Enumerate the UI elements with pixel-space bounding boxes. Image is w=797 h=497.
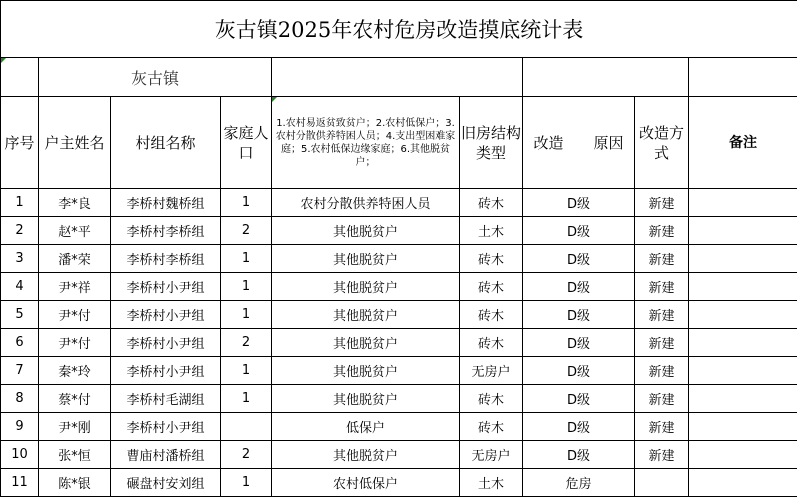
cell-village[interactable]: 李桥村毛湖组	[111, 385, 221, 413]
cell-structure[interactable]: 砖木	[460, 301, 523, 329]
cell-note[interactable]	[689, 329, 797, 357]
cell-structure[interactable]: 土木	[460, 469, 523, 497]
cell-blank[interactable]	[1, 58, 39, 97]
cell-reason[interactable]: D级	[523, 385, 635, 413]
header-family[interactable]: 家庭人口	[221, 97, 272, 189]
cell-seq[interactable]: 10	[1, 441, 39, 469]
cell-blank[interactable]	[523, 58, 689, 97]
cell-reason[interactable]: D级	[523, 329, 635, 357]
cell-name[interactable]: 赵*平	[39, 217, 111, 245]
cell-structure[interactable]: 砖木	[460, 189, 523, 217]
cell-method[interactable]: 新建	[635, 357, 689, 385]
cell-blank[interactable]	[272, 58, 523, 97]
cell-structure[interactable]: 无房户	[460, 441, 523, 469]
cell-family[interactable]: 1	[221, 385, 272, 413]
header-note[interactable]: 备注	[689, 97, 797, 189]
cell-seq[interactable]: 1	[1, 189, 39, 217]
table-row	[1, 245, 797, 273]
cell-name[interactable]: 尹*祥	[39, 273, 111, 301]
cell-village[interactable]: 碾盘村安刘组	[111, 469, 221, 497]
cell-village[interactable]: 李桥村小尹组	[111, 329, 221, 357]
cell-name[interactable]: 陈*银	[39, 469, 111, 497]
cell-name[interactable]: 秦*玲	[39, 357, 111, 385]
cell-village[interactable]: 李桥村李桥组	[111, 217, 221, 245]
cell-method[interactable]: 新建	[635, 441, 689, 469]
cell-name[interactable]: 尹*付	[39, 301, 111, 329]
cell-category[interactable]: 低保户	[272, 413, 460, 441]
cell-note[interactable]	[689, 413, 797, 441]
cell-family[interactable]: 1	[221, 301, 272, 329]
cell-name[interactable]: 蔡*付	[39, 385, 111, 413]
cell-method[interactable]: 新建	[635, 245, 689, 273]
table-row	[1, 413, 797, 441]
cell-seq[interactable]: 2	[1, 217, 39, 245]
cell-village[interactable]: 李桥村小尹组	[111, 357, 221, 385]
cell-category[interactable]: 农村分散供养特困人员	[272, 189, 460, 217]
cell-structure[interactable]: 无房户	[460, 357, 523, 385]
cell-method[interactable]: 新建	[635, 329, 689, 357]
table-title[interactable]: 灰古镇2025年农村危房改造摸底统计表	[1, 1, 797, 58]
cell-family[interactable]: 1	[221, 273, 272, 301]
town-label[interactable]: 灰古镇	[39, 58, 272, 97]
cell-seq[interactable]: 4	[1, 273, 39, 301]
cell-category[interactable]: 其他脱贫户	[272, 273, 460, 301]
header-structure[interactable]: 旧房结构类型	[460, 97, 523, 189]
cell-village[interactable]: 李桥村魏桥组	[111, 189, 221, 217]
cell-reason[interactable]: D级	[523, 413, 635, 441]
cell-method[interactable]: 新建	[635, 189, 689, 217]
cell-name[interactable]: 张*恒	[39, 441, 111, 469]
cell-reason[interactable]: D级	[523, 273, 635, 301]
header-seq[interactable]: 序号	[1, 97, 39, 189]
table-row	[1, 217, 797, 245]
cell-note[interactable]	[689, 245, 797, 273]
table-row	[1, 301, 797, 329]
cell-structure[interactable]: 砖木	[460, 329, 523, 357]
cell-name[interactable]: 尹*刚	[39, 413, 111, 441]
cell-marker	[272, 97, 277, 102]
cell-seq[interactable]: 3	[1, 245, 39, 273]
cell-family[interactable]: 2	[221, 329, 272, 357]
cell-method[interactable]: 新建	[635, 217, 689, 245]
cell-note[interactable]	[689, 357, 797, 385]
cell-reason[interactable]: 危房	[523, 469, 635, 497]
cell-family[interactable]	[221, 413, 272, 441]
cell-note[interactable]	[689, 469, 797, 497]
cell-reason[interactable]: D级	[523, 189, 635, 217]
cell-family[interactable]: 1	[221, 357, 272, 385]
cell-method[interactable]: 新建	[635, 273, 689, 301]
cell-category[interactable]: 其他脱贫户	[272, 245, 460, 273]
cell-note[interactable]	[689, 217, 797, 245]
cell-village[interactable]: 李桥村小尹组	[111, 413, 221, 441]
cell-note[interactable]	[689, 273, 797, 301]
cell-structure[interactable]: 土木	[460, 217, 523, 245]
cell-name[interactable]: 潘*荣	[39, 245, 111, 273]
cell-category[interactable]: 其他脱贫户	[272, 301, 460, 329]
cell-village[interactable]: 李桥村小尹组	[111, 273, 221, 301]
header-category-text: 1.农村易返贫致贫户；2.农村低保户；3.农村分散供养特困人员；4.支出型困难家庭；5.农村低保边缘家庭；6.其他脱贫户；	[275, 117, 456, 168]
cell-category[interactable]: 其他脱贫户	[272, 329, 460, 357]
table-row	[1, 273, 797, 301]
cell-reason[interactable]: D级	[523, 441, 635, 469]
table-row	[1, 469, 797, 497]
cell-note[interactable]	[689, 189, 797, 217]
cell-method[interactable]: 新建	[635, 413, 689, 441]
cell-name[interactable]: 尹*付	[39, 329, 111, 357]
cell-note[interactable]	[689, 385, 797, 413]
cell-family[interactable]: 2	[221, 441, 272, 469]
cell-seq[interactable]: 9	[1, 413, 39, 441]
cell-name[interactable]: 李*良	[39, 189, 111, 217]
cell-note[interactable]	[689, 301, 797, 329]
table-row	[1, 189, 797, 217]
cell-family[interactable]: 1	[221, 469, 272, 497]
cell-structure[interactable]: 砖木	[460, 413, 523, 441]
cell-reason[interactable]: D级	[523, 245, 635, 273]
cell-seq[interactable]: 8	[1, 385, 39, 413]
cell-method[interactable]	[635, 469, 689, 497]
cell-note[interactable]	[689, 441, 797, 469]
cell-reason[interactable]: D级	[523, 301, 635, 329]
header-reason[interactable]: 改造 原因	[523, 97, 635, 189]
header-method[interactable]: 改造方式	[635, 97, 689, 189]
cell-structure[interactable]: 砖木	[460, 245, 523, 273]
header-village[interactable]: 村组名称	[111, 97, 221, 189]
cell-method[interactable]: 新建	[635, 301, 689, 329]
table-row	[1, 385, 797, 413]
cell-method[interactable]: 新建	[635, 385, 689, 413]
cell-seq[interactable]: 11	[1, 469, 39, 497]
cell-structure[interactable]: 砖木	[460, 273, 523, 301]
cell-village[interactable]: 曹庙村潘桥组	[111, 441, 221, 469]
cell-category[interactable]: 其他脱贫户	[272, 441, 460, 469]
table-row	[1, 441, 797, 469]
table-row	[1, 357, 797, 385]
cell-seq[interactable]: 7	[1, 357, 39, 385]
cell-category[interactable]: 其他脱贫户	[272, 217, 460, 245]
cell-village[interactable]: 李桥村小尹组	[111, 301, 221, 329]
header-category[interactable]	[272, 97, 460, 189]
cell-family[interactable]: 2	[221, 217, 272, 245]
cell-seq[interactable]: 6	[1, 329, 39, 357]
cell-reason[interactable]: D级	[523, 217, 635, 245]
cell-category[interactable]: 其他脱贫户	[272, 385, 460, 413]
cell-village[interactable]: 李桥村李桥组	[111, 245, 221, 273]
header-name[interactable]: 户主姓名	[39, 97, 111, 189]
cell-family[interactable]: 1	[221, 189, 272, 217]
cell-reason[interactable]: D级	[523, 357, 635, 385]
cell-blank[interactable]	[689, 58, 797, 97]
cell-structure[interactable]: 砖木	[460, 385, 523, 413]
cell-seq[interactable]: 5	[1, 301, 39, 329]
cell-family[interactable]: 1	[221, 245, 272, 273]
cell-marker	[1, 58, 6, 63]
table-row	[1, 329, 797, 357]
cell-category[interactable]: 其他脱贫户	[272, 357, 460, 385]
cell-category[interactable]: 农村低保户	[272, 469, 460, 497]
